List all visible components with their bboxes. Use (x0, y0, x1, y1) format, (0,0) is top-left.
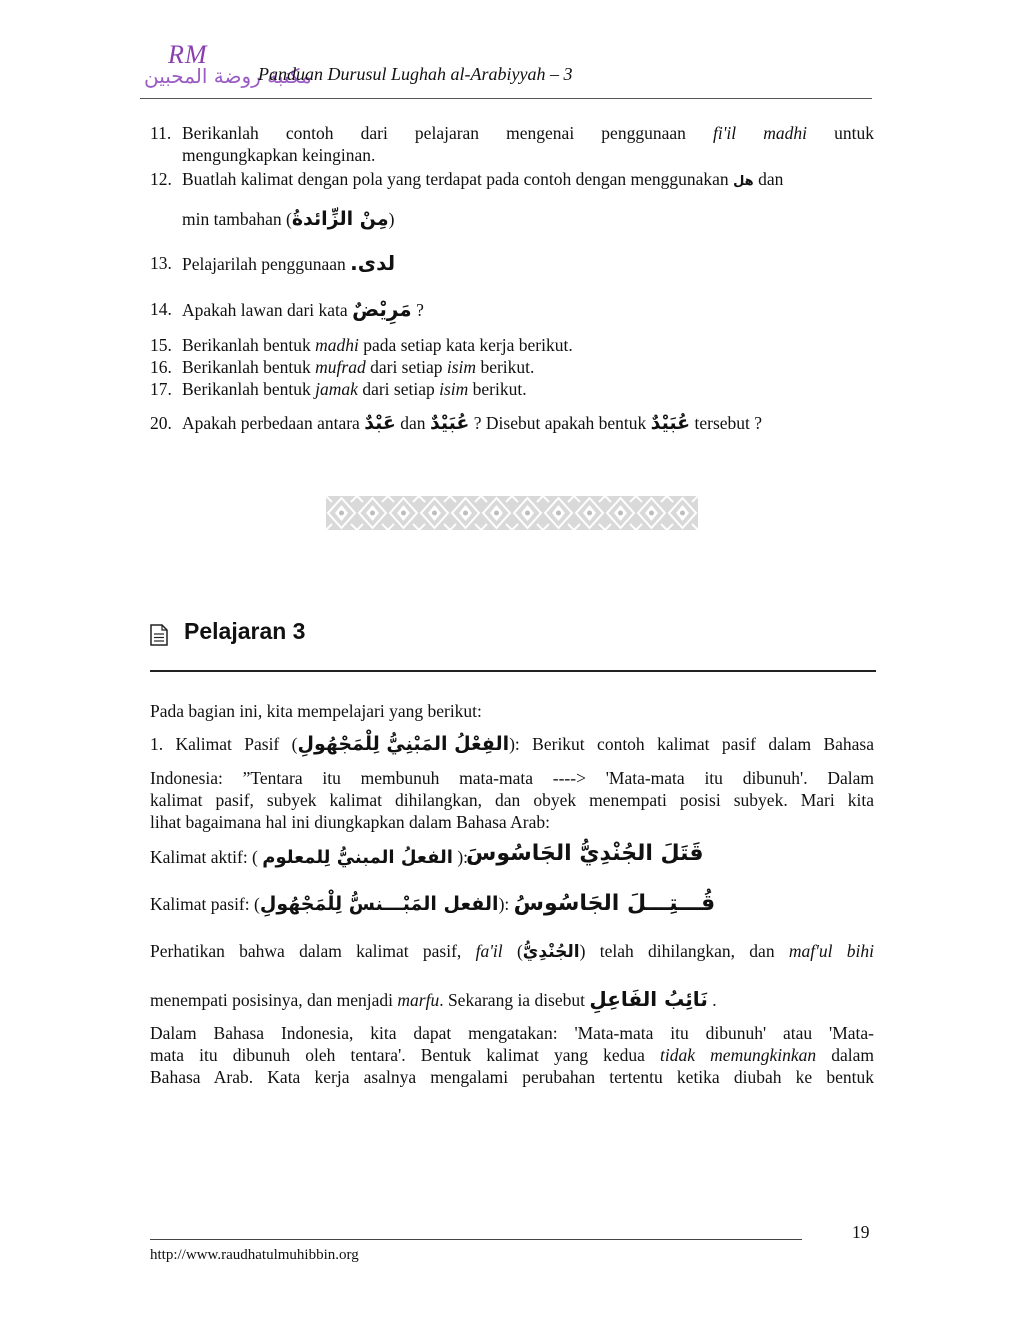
document-icon (150, 624, 168, 646)
paragraph: Indonesia: ”Tentara itu membunuh mata-mata ----> 'Mata-mata itu dibunuh'. Dalam kalimat pasif, subyek kalimat dihilangkan, dan obyek menempati posisi subyek. Mari kita lihat bagaimana hal ini diungkapkan dalam Bahasa Arab: (150, 768, 874, 832)
paragraph-line: Perhatikan bahwa dalam kalimat pasif, fa'il (الجُنْدِيُّ) telah dihilangkan, dan maf'ul bihi (150, 941, 874, 962)
active-sentence-row: Kalimat aktif: ( الفعلُ المبنيُّ لِلمعلوم ): قَتَلَ الجُنْدِيُّ الجَاسُوسَ (150, 841, 704, 868)
page-header (140, 38, 872, 100)
intro-paragraph: Pada bagian ini, kita mempelajari yang berikut: (150, 701, 482, 721)
list-item: 11. Berikanlah contoh dari pelajaran mengenai penggunaan fi'il madhi untuk mengungkapkan keinginan. (150, 123, 875, 165)
list-item: 12. Buatlah kalimat dengan pola yang terdapat pada contoh dengan menggunakan هل dan (150, 169, 784, 189)
list-item-continuation: min tambahan (مِنْ الزِّائدةُ) (182, 208, 395, 230)
ornament-divider (326, 496, 698, 530)
passive-sentence-row: Kalimat pasif: (الفعل المَبْـــنسُّ لِلْمَجْهُولِ): قُـــتِـــلَ الجَاسُوسُ (150, 891, 716, 916)
passive-sentence-arabic: قُـــتِـــلَ الجَاسُوسُ (513, 891, 716, 916)
logo-mark: RM (168, 40, 208, 69)
footer-divider (150, 1239, 802, 1240)
section-title: Pelajaran 3 (184, 618, 306, 644)
paragraph: Dalam Bahasa Indonesia, kita dapat mengatakan: 'Mata-mata itu dibunuh' atau 'Mata- mata itu dibunuh oleh tentara'. Bentuk kalimat yang kedua tidak memungkinkan dalam Bahasa Arab. Kata kerja asalnya mengalami perubahan tertentu ketika diubah ke bentuk (150, 1023, 874, 1087)
list-item: 14. Apakah lawan dari kata مَرِيْضٌ ? (150, 297, 424, 321)
paragraph-line: 1. Kalimat Pasif (الفِعْلُ المَبْنِيُّ لِلْمَجْهُولِ): Berikut contoh kalimat pasif dalam Bahasa (150, 733, 875, 755)
header-divider (140, 98, 872, 99)
footer-url: http://www.raudhatulmuhibbin.org (150, 1247, 359, 1263)
list-item: 20. Apakah perbedaan antara عَبْدٌ dan عُبَيْدٌ ? Disebut apakah bentuk عُبَيْدٌ tersebut ? (150, 412, 763, 434)
logo (140, 38, 312, 96)
active-sentence-arabic: قَتَلَ الجُنْدِيُّ الجَاسُوسَ (466, 841, 704, 866)
logo-arabic-text: مكتبة روضة المحبين (144, 64, 312, 88)
list-item: 17. Berikanlah bentuk jamak dari setiap isim berikut. (150, 379, 527, 399)
list-item: 15. Berikanlah bentuk madhi pada setiap kata kerja berikut. (150, 335, 573, 355)
page-number: 19 (852, 1222, 870, 1242)
exercise-list (150, 122, 874, 434)
section-divider (150, 670, 876, 672)
list-item: 16. Berikanlah bentuk mufrad dari setiap isim berikut. (150, 357, 535, 377)
header-title: Panduan Durusul Lughah al-Arabiyyah – 3 (258, 64, 573, 84)
list-item: 13. Pelajarilah penggunaan لدى. (150, 251, 396, 275)
paragraph-line: menempati posisinya, dan menjadi marfu. Sekarang ia disebut نَائِبُ الفَاعِلِ . (150, 987, 717, 1011)
section-heading (150, 618, 876, 674)
